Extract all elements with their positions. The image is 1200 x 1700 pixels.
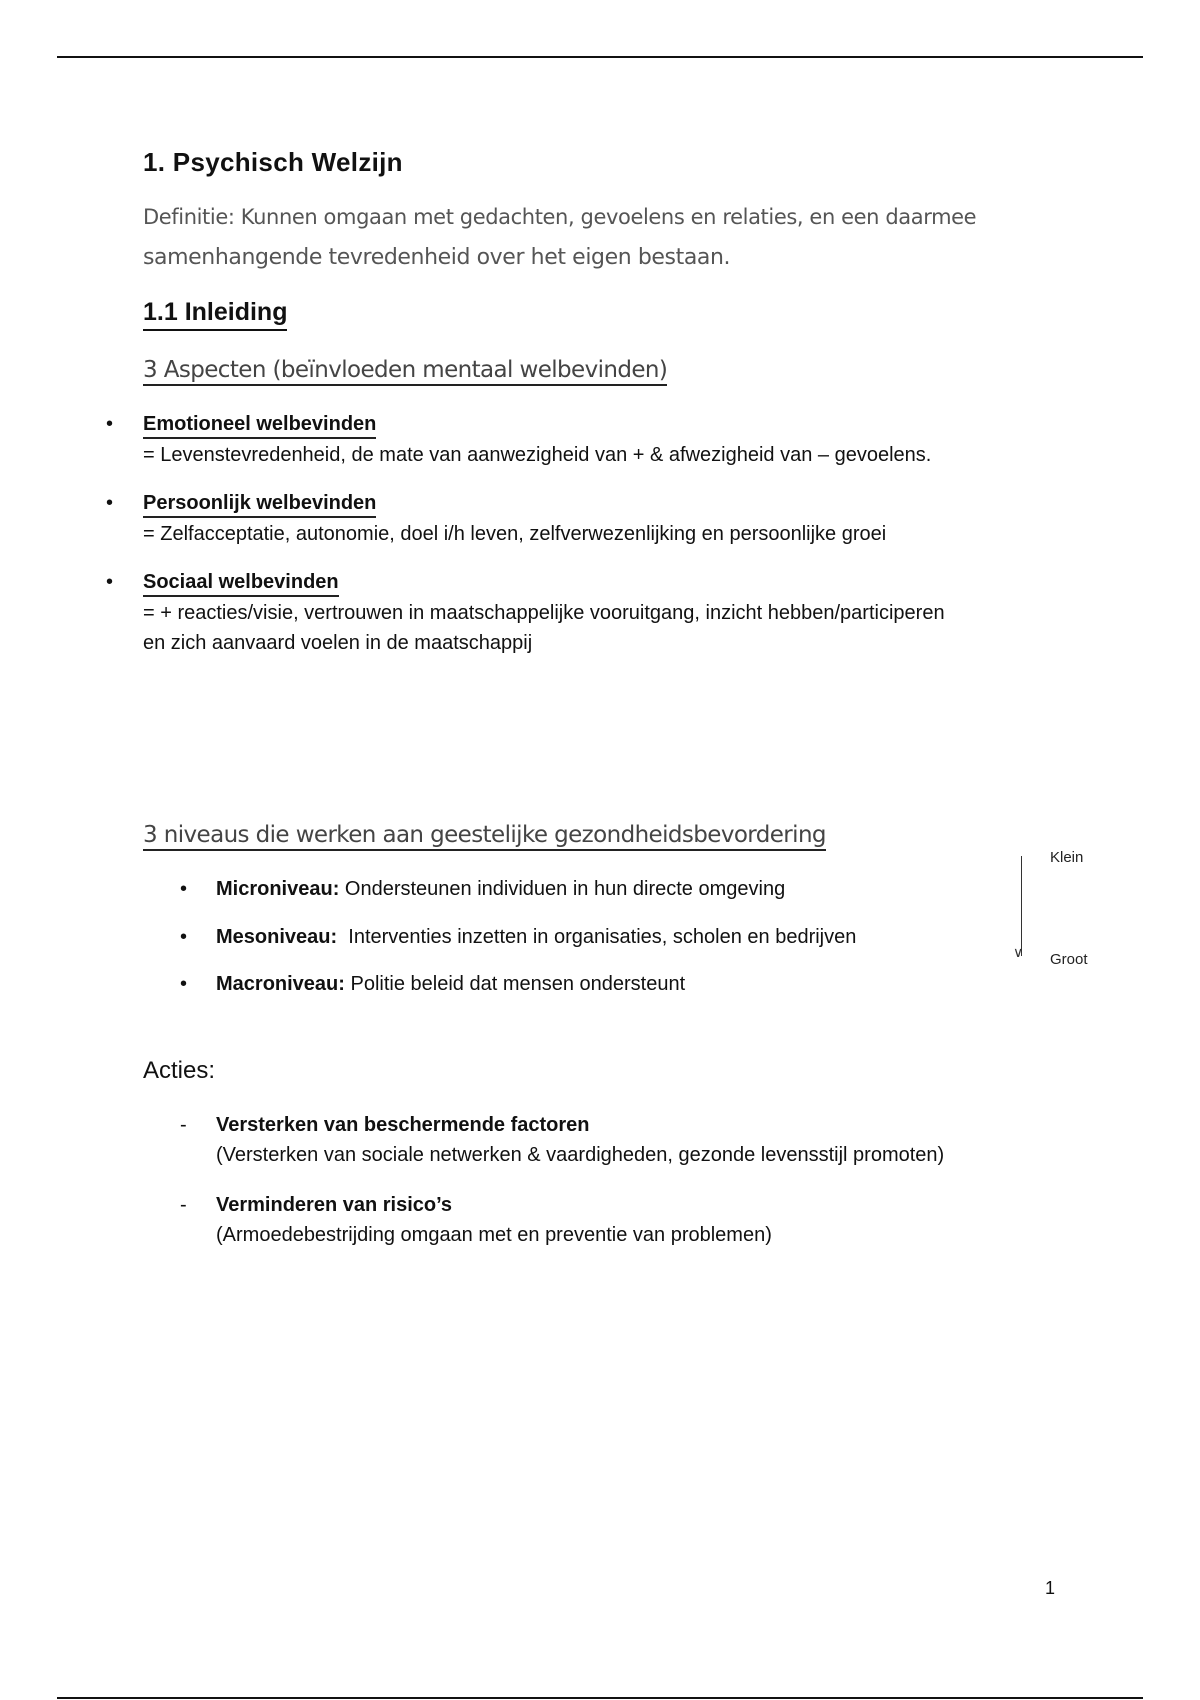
bottom-rule bbox=[57, 1697, 1143, 1699]
actions-heading: Acties: bbox=[143, 1057, 216, 1084]
scale-arrow-line bbox=[1021, 856, 1022, 956]
aspect-term-emotioneel: Emotioneel welbevinden bbox=[143, 413, 376, 439]
level-item-macro bbox=[216, 973, 685, 996]
action-desc-beschermend: (Versterken van sociale netwerken & vaardigheden, gezonde levensstijl promoten) bbox=[216, 1144, 945, 1166]
scale-label-top: Klein bbox=[1050, 849, 1084, 866]
level-text: Politie beleid dat mensen ondersteunt bbox=[344, 973, 686, 995]
bullet-icon: • bbox=[106, 571, 114, 593]
aspect-term-sociaal: Sociaal welbevinden bbox=[143, 571, 339, 597]
level-label: Mesoniveau: bbox=[216, 926, 338, 948]
level-item-micro bbox=[216, 878, 785, 901]
level-text: Ondersteunen individuen in hun directe omgeving bbox=[339, 878, 786, 900]
definition-line-1: Definitie: Kunnen omgaan met gedachten, gevoelens en relaties, en een daarmee bbox=[143, 205, 977, 229]
definition-line-2: samenhangende tevredenheid over het eigen bestaan. bbox=[143, 245, 731, 270]
top-rule bbox=[57, 56, 1143, 58]
level-item-meso bbox=[216, 926, 856, 949]
level-label: Macroniveau: bbox=[216, 973, 345, 995]
bullet-icon: • bbox=[106, 413, 114, 435]
aspects-heading: 3 Aspecten (beïnvloeden mentaal welbevinden) bbox=[143, 357, 667, 386]
aspect-desc-sociaal-line-2: en zich aanvaard voelen in de maatschappij bbox=[143, 632, 533, 654]
bullet-icon: • bbox=[180, 878, 188, 900]
action-desc-risico: (Armoedebestrijding omgaan met en preventie van problemen) bbox=[216, 1224, 772, 1246]
page-number: 1 bbox=[1045, 1578, 1056, 1598]
levels-heading: 3 niveaus die werken aan geestelijke gezondheidsbevordering bbox=[143, 822, 826, 851]
level-label: Microniveau: bbox=[216, 878, 340, 900]
aspect-term-persoonlijk: Persoonlijk welbevinden bbox=[143, 492, 376, 518]
bullet-icon: • bbox=[106, 492, 114, 514]
action-title-beschermend: Versterken van beschermende factoren bbox=[216, 1114, 590, 1136]
section-title: 1. Psychisch Welzijn bbox=[143, 147, 403, 177]
bullet-icon: • bbox=[180, 973, 188, 995]
dash-marker: - bbox=[180, 1194, 187, 1216]
aspect-desc-emotioneel: = Levenstevredenheid, de mate van aanwezigheid van + & afwezigheid van – gevoelens. bbox=[143, 444, 932, 466]
bullet-icon: • bbox=[180, 926, 188, 948]
aspect-desc-persoonlijk: = Zelfacceptatie, autonomie, doel i/h leven, zelfverwezenlijking en persoonlijke groei bbox=[143, 523, 887, 545]
dash-marker: - bbox=[180, 1114, 187, 1136]
level-text: Interventies inzetten in organisaties, scholen en bedrijven bbox=[337, 926, 857, 948]
aspect-desc-sociaal-line-1: = + reacties/visie, vertrouwen in maatschappelijke vooruitgang, inzicht hebben/participeren bbox=[143, 602, 945, 624]
scale-label-bottom: Groot bbox=[1050, 951, 1088, 968]
arrow-down-icon: ∨ bbox=[1013, 944, 1024, 960]
subsection-title: 1.1 Inleiding bbox=[143, 298, 287, 331]
action-title-risico: Verminderen van risico’s bbox=[216, 1194, 453, 1216]
